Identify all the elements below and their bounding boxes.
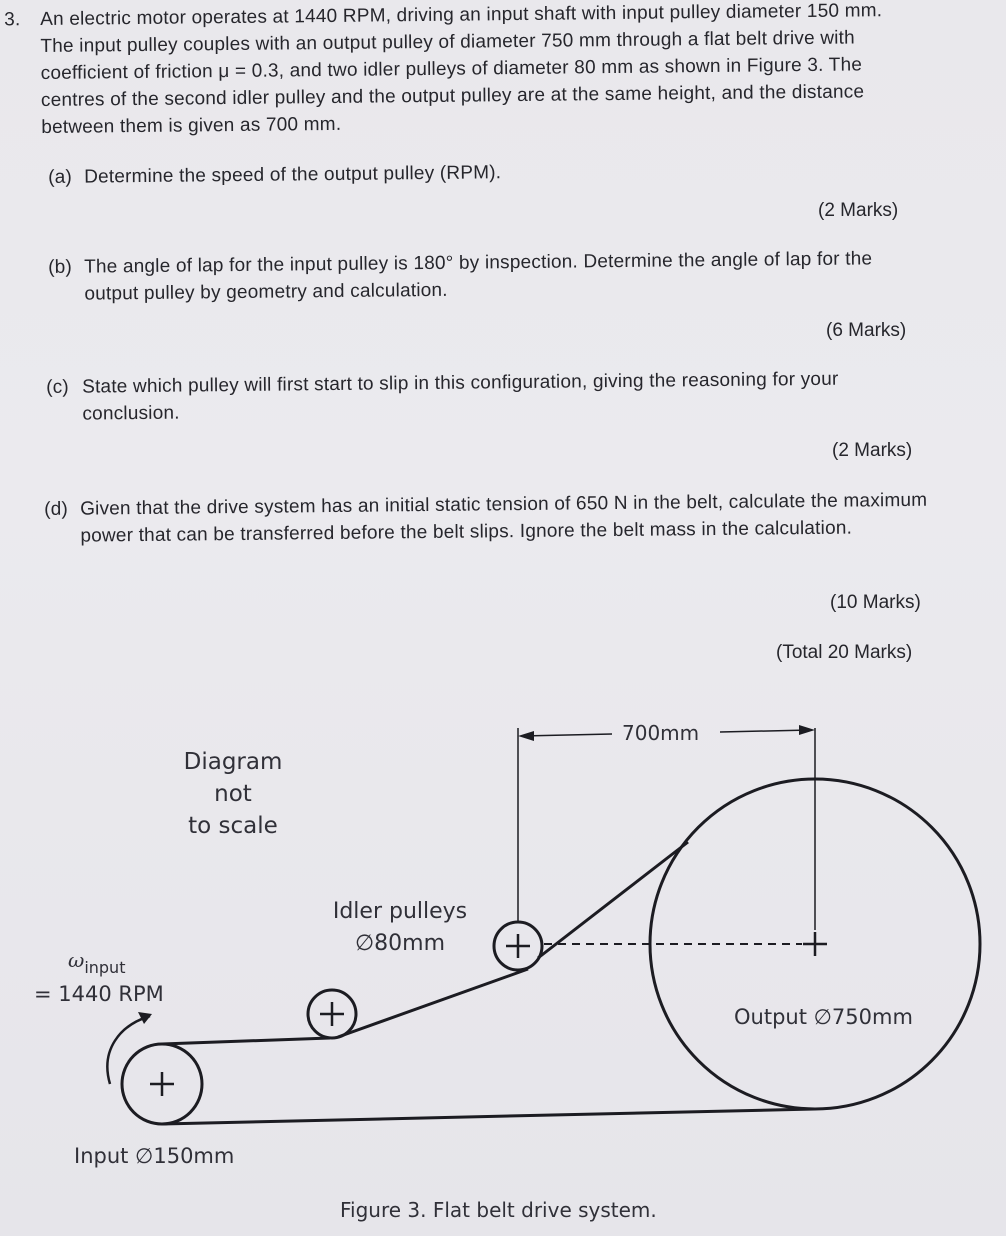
total-marks: (Total 20 Marks) [776,642,913,663]
idler2-centre-mark [506,934,530,958]
part-a-label: (a) [48,166,73,188]
idler1-centre-mark [320,1002,344,1026]
diagram-note-line2: to scale [188,813,278,839]
omega-subscript: input [84,958,126,977]
part-b-text: The angle of lap for the input pulley is 180° by inspection. Determine the angle of lap for the output pulley by geometry and calculation. [84,248,873,305]
input-speed-label: = 1440 RPM [34,982,164,1006]
arrowhead-right [799,725,815,735]
part-d-marks: (10 Marks) [830,592,921,613]
part-c-marks: (2 Marks) [832,440,913,461]
question-number: 3. [4,9,21,31]
dimension-line-right [720,730,810,732]
belt-idler2-to-output [538,842,688,958]
question-intro: An electric motor operates at 1440 RPM, driving an input shaft with input pulley diameter 150 mm. The input pulley couples with an output pulley of diameter 750 mm through a flat belt drive with coefficient of friction μ = 0.3, and two idler pulleys of diameter 80 mm as shown in Figure 3. The centres of the second idler pulley and the output pulley are at the same height, and the distance between them is given as 700 mm. [40,0,883,138]
dimension-line-left [522,734,612,736]
diagram-note-line1: Diagram not [183,749,283,807]
belt-bottom-run [162,1109,815,1124]
part-b-label: (b) [48,256,73,278]
output-centre-mark [803,932,827,956]
idler-label-line1: Idler pulleys [332,899,468,924]
input-centre-mark [150,1072,174,1096]
part-d-label: (d) [44,498,69,520]
part-b-marks: (6 Marks) [826,320,907,341]
idler-label [332,896,468,960]
omega-label [68,948,126,977]
part-a-text: Determine the speed of the output pulley (RPM). [84,162,502,188]
figure-caption: Figure 3. Flat belt drive system. [340,1198,657,1222]
part-c-text: State which pulley will first start to slip in this configuration, giving the reasoning for your conclusion. [82,368,839,425]
input-pulley-label: Input ∅150mm [74,1144,235,1168]
belt-input-to-idler1 [162,1038,330,1044]
belt-idler1-to-idler2 [338,969,528,1037]
part-a-marks: (2 Marks) [818,200,899,221]
idler-label-line2: ∅80mm [354,931,446,956]
distance-label: 700mm [622,721,700,745]
part-d-text: Given that the drive system has an initial static tension of 650 N in the belt, calculate the maximum power that can be transferred before the belt slips. Ignore the belt mass in the calculation. [80,489,928,547]
diagram-note [164,746,302,842]
part-c-label: (c) [46,376,70,398]
rotation-arrowhead [138,1012,152,1024]
output-pulley-label: Output ∅750mm [734,1005,913,1029]
arrowhead-left [518,731,534,741]
omega-symbol: ω [68,948,85,972]
